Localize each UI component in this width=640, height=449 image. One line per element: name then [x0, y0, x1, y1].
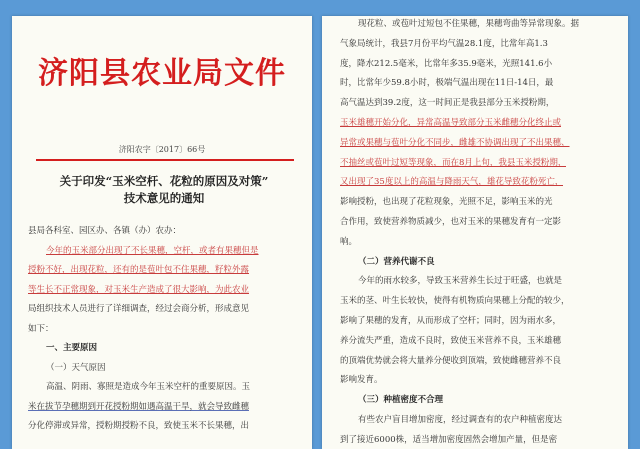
- body-text-line: 养分流失严重，造成不良时，致使玉米营养不良，玉米雄穗: [340, 335, 562, 346]
- body-text-line: 分化停滞或异常，授粉期授粉不良，致使玉米不长果穗，出: [28, 421, 250, 431]
- notice-title-line-2: 技术意见的通知: [123, 191, 205, 205]
- body-text-line: 影响发育。: [340, 375, 383, 386]
- document-number: 济阳农字〔2017〕66号: [118, 145, 206, 154]
- body-text-line: 一、主要原因: [46, 343, 98, 353]
- body-text-line: 影响授粉，也出现了花粒现象，光照不足，影响玉米的光: [340, 197, 553, 208]
- body-text-line: 高气温达到39.2度，这一时间正是我县部分玉米授粉期，: [340, 98, 555, 109]
- body-text-line: 异常或果穗与苞叶分化不同步，雌雄不协调出现了不出果穗、: [340, 137, 570, 148]
- body-text-line: 玉米雄穗开始分化，异常高温导致部分玉米雌穗分化终止或: [340, 118, 562, 128]
- body-text-line: 又出现了35度以上的高温与降雨天气，雄花导致花粉死亡，: [340, 177, 564, 188]
- body-text-line: （二）营养代谢不良: [358, 256, 435, 267]
- body-text-line: 度，降水212.5毫米，比常年多35.9毫米，光照141.6小: [340, 58, 553, 69]
- body-text-line: 现花粒、或苞叶过短包不住果穗，果穗弯曲等异常现象。据: [358, 19, 580, 29]
- body-text-line: 影响了果穗的发育，从而形成了空杆；同时，因为雨水多，: [340, 316, 562, 326]
- body-text-line: 高温、阴雨、寡照是造成今年玉米空杆的重要原因。玉: [46, 382, 251, 392]
- body-text-line: （一）天气原因: [46, 362, 106, 373]
- notice-title: [26, 173, 302, 207]
- body-text-line: （三）种植密度不合理: [358, 395, 444, 406]
- body-text-line: 到了接近6000株，适当增加密度固然会增加产量，但是密: [340, 434, 558, 445]
- body-text-line: 气象局统计，我县7月份平均气温28.1度，比常年高1.3: [340, 38, 548, 49]
- red-divider-line: [36, 159, 294, 161]
- body-text-line: 等生长不正常现象，对玉米生产造成了很大影响，为此农业: [28, 284, 250, 295]
- body-text-line: 的顶端优势就会将大量养分便收到顶端，致使雌穗营养不良: [340, 355, 562, 366]
- body-text-line: 时，比常年少59.8小时，极端气温出现在11日-14日，最: [340, 78, 554, 89]
- document-red-header: 济阳县农业局文件: [38, 56, 286, 91]
- body-text-line: 局组织技术人员进行了详细调查，经过会商分析，形成意见: [28, 304, 250, 314]
- body-text-line: 县局各科室、园区办、各镇（办）农办：: [28, 226, 182, 236]
- body-text-line: 合作用，致使营养物质减少，也对玉米的果穗发育有一定影: [340, 217, 562, 227]
- notice-title-line-1: 关于印发“玉米空杆、花粒的原因及对策”: [59, 174, 269, 188]
- body-text-line: 不抽丝或苞叶过短等现象，而在8月上旬，我县玉米授粉期，: [340, 157, 567, 168]
- body-text-line: 今年的玉米部分出现了不长果穗，空杆，或者有果穗但是: [46, 245, 259, 256]
- body-text-line: 米在拔节孕穗期到开花授粉期如遇高温干旱，就会导致雌穗: [28, 401, 250, 412]
- body-text-line: 授粉不好，出现花粒，还有的是苞叶包不住果穗，籽粒外露: [28, 265, 250, 275]
- body-text-line: 响。: [340, 236, 358, 247]
- body-text-line: 有些农户盲目增加密度，经过调查有的农户种植密度达: [358, 415, 563, 425]
- document-page-left: [12, 16, 312, 449]
- body-text-line: 今年的雨水较多，导致玉米营养生长过于旺盛，也就是: [358, 276, 563, 287]
- body-text-line: 玉米的茎、叶生长较快，使得有机物质向果穗上分配的较少，: [340, 296, 570, 307]
- document-page-right: [322, 16, 628, 449]
- body-text-line: 如下：: [28, 323, 54, 334]
